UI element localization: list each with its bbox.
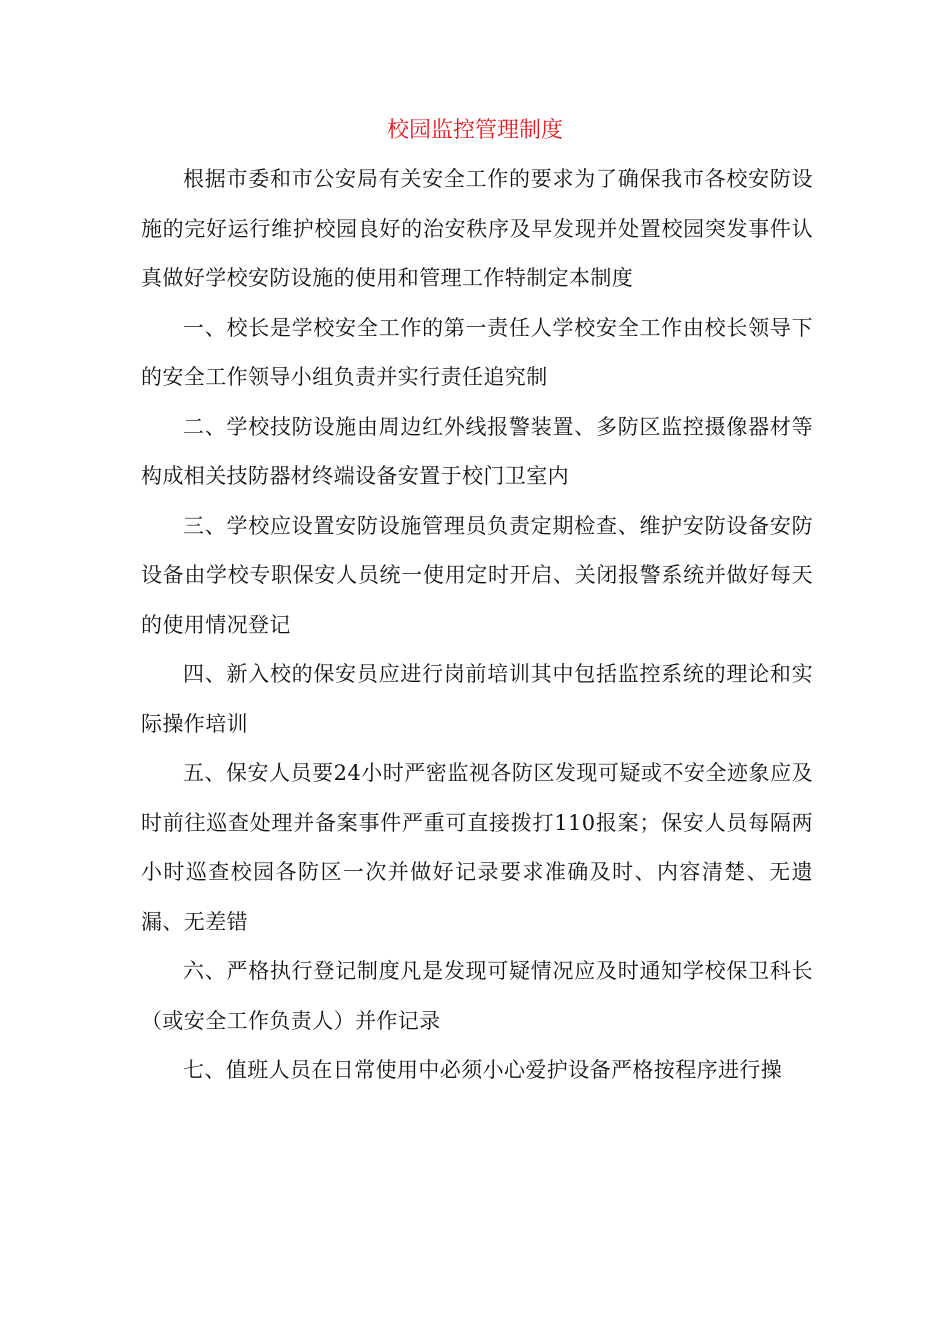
paragraph-item-7: 七、值班人员在日常使用中必须小心爱护设备严格按程序进行操 xyxy=(183,1058,783,1082)
paragraph-item-5: 五、保安人员要24小时严密监视各防区发现可疑或不安全迹象应及时前往巡查处理并备案事件严重可直接拨打110报案；保安人员每隔两小时巡查校园各防区一次并做好记录要求准确及时、内容清楚、无遗漏、无差错 xyxy=(141,761,813,934)
paragraph-item-4: 四、新入校的保安员应进行岗前培训其中包括监控系统的理论和实际操作培训 xyxy=(141,662,813,736)
document-title: 校园监控管理制度 xyxy=(386,118,563,143)
document-body xyxy=(141,155,813,1096)
paragraph-item-2: 二、学校技防设施由周边红外线报警装置、多防区监控摄像器材等构成相关技防器材终端设备安置于校门卫室内 xyxy=(141,414,813,488)
paragraph-item-6: 六、严格执行登记制度凡是发现可疑情况应及时通知学校保卫科长（或安全工作负责人）并作记录 xyxy=(141,959,813,1033)
paragraph-intro: 根据市委和市公安局有关安全工作的要求为了确保我市各校安防设施的完好运行维护校园良好的治安秩序及早发现并处置校园突发事件认真做好学校安防设施的使用和管理工作特制定本制度 xyxy=(141,167,813,290)
paragraph-item-3: 三、学校应设置安防设施管理员负责定期检查、维护安防设备安防设备由学校专职保安人员统一使用定时开启、关闭报警系统并做好每天的使用情况登记 xyxy=(141,513,813,637)
paragraph-item-1: 一、校长是学校安全工作的第一责任人学校安全工作由校长领导下的安全工作领导小组负责并实行责任追究制 xyxy=(141,315,813,389)
